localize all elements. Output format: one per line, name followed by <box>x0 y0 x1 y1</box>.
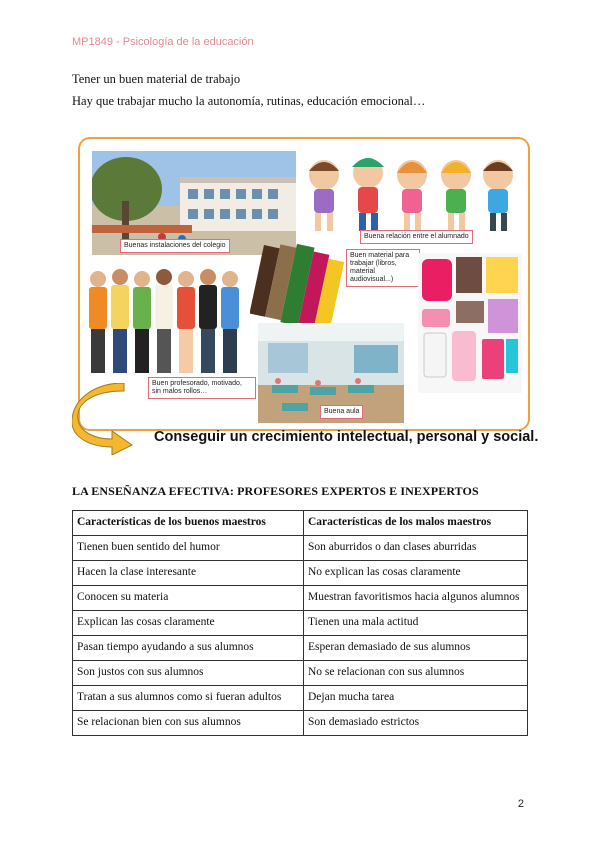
good-trait-cell: Explican las cosas claramente <box>73 611 304 636</box>
table-row <box>73 661 528 686</box>
header-good-teachers: Características de los buenos maestros <box>73 511 304 536</box>
good-trait-cell: Se relacionan bien con sus alumnos <box>73 711 304 736</box>
collage-slogan: Conseguir un crecimiento intelectual, personal y social. <box>154 429 539 445</box>
good-trait-cell: Hacen la clase interesante <box>73 561 304 586</box>
bad-trait-cell: Muestran favoritismos hacia algunos alumnos <box>304 586 528 611</box>
good-trait-cell: Tratan a sus alumnos como si fueran adultos <box>73 686 304 711</box>
bad-trait-cell: Tienen una mala actitud <box>304 611 528 636</box>
caption-teachers: Buen profesorado, motivado, sin malos rollos… <box>148 377 256 399</box>
illustration-collage <box>72 137 539 457</box>
good-trait-cell: Pasan tiempo ayudando a sus alumnos <box>73 636 304 661</box>
bad-trait-cell: Son demasiado estrictos <box>304 711 528 736</box>
books-photo <box>250 243 346 331</box>
table-row <box>73 536 528 561</box>
intro-line-2: Hay que trabajar mucho la autonomía, rutinas, educación emocional… <box>72 94 426 108</box>
caption-classroom: Buena aula <box>320 405 363 419</box>
good-trait-cell: Son justos con sus alumnos <box>73 661 304 686</box>
table-row <box>73 611 528 636</box>
bad-trait-cell: Esperan demasiado de sus alumnos <box>304 636 528 661</box>
table-header-row <box>73 511 528 536</box>
intro-line-1: Tener un buen material de trabajo <box>72 72 241 86</box>
bad-trait-cell: Son aburridos o dan clases aburridas <box>304 536 528 561</box>
caption-school: Buenas instalaciones del colegio <box>120 239 230 253</box>
bad-trait-cell: No explican las cosas claramente <box>304 561 528 586</box>
section-title: LA ENSEÑANZA EFECTIVA: PROFESORES EXPERTOS E INEXPERTOS <box>72 484 479 498</box>
bad-trait-cell: No se relacionan con sus alumnos <box>304 661 528 686</box>
table-row <box>73 686 528 711</box>
table-row <box>73 711 528 736</box>
header-bad-teachers: Características de los malos maestros <box>304 511 528 536</box>
teachers-comparison-table <box>72 510 528 736</box>
table-row <box>73 586 528 611</box>
good-trait-cell: Tienen buen sentido del humor <box>73 536 304 561</box>
supplies-photo <box>418 253 522 393</box>
caption-materials: Buen material para trabajar (libros, material audiovisual...) <box>346 249 420 287</box>
curved-arrow-icon <box>72 383 152 455</box>
table-row <box>73 636 528 661</box>
children-illustration <box>302 151 520 237</box>
bad-trait-cell: Dejan mucha tarea <box>304 686 528 711</box>
page-header: MP1849 - Psicología de la educación <box>72 36 254 48</box>
good-trait-cell: Conocen su materia <box>73 586 304 611</box>
table-row <box>73 561 528 586</box>
caption-students: Buena relación entre el alumnado <box>360 230 473 244</box>
page-number: 2 <box>517 798 524 810</box>
teachers-photo <box>84 265 244 377</box>
